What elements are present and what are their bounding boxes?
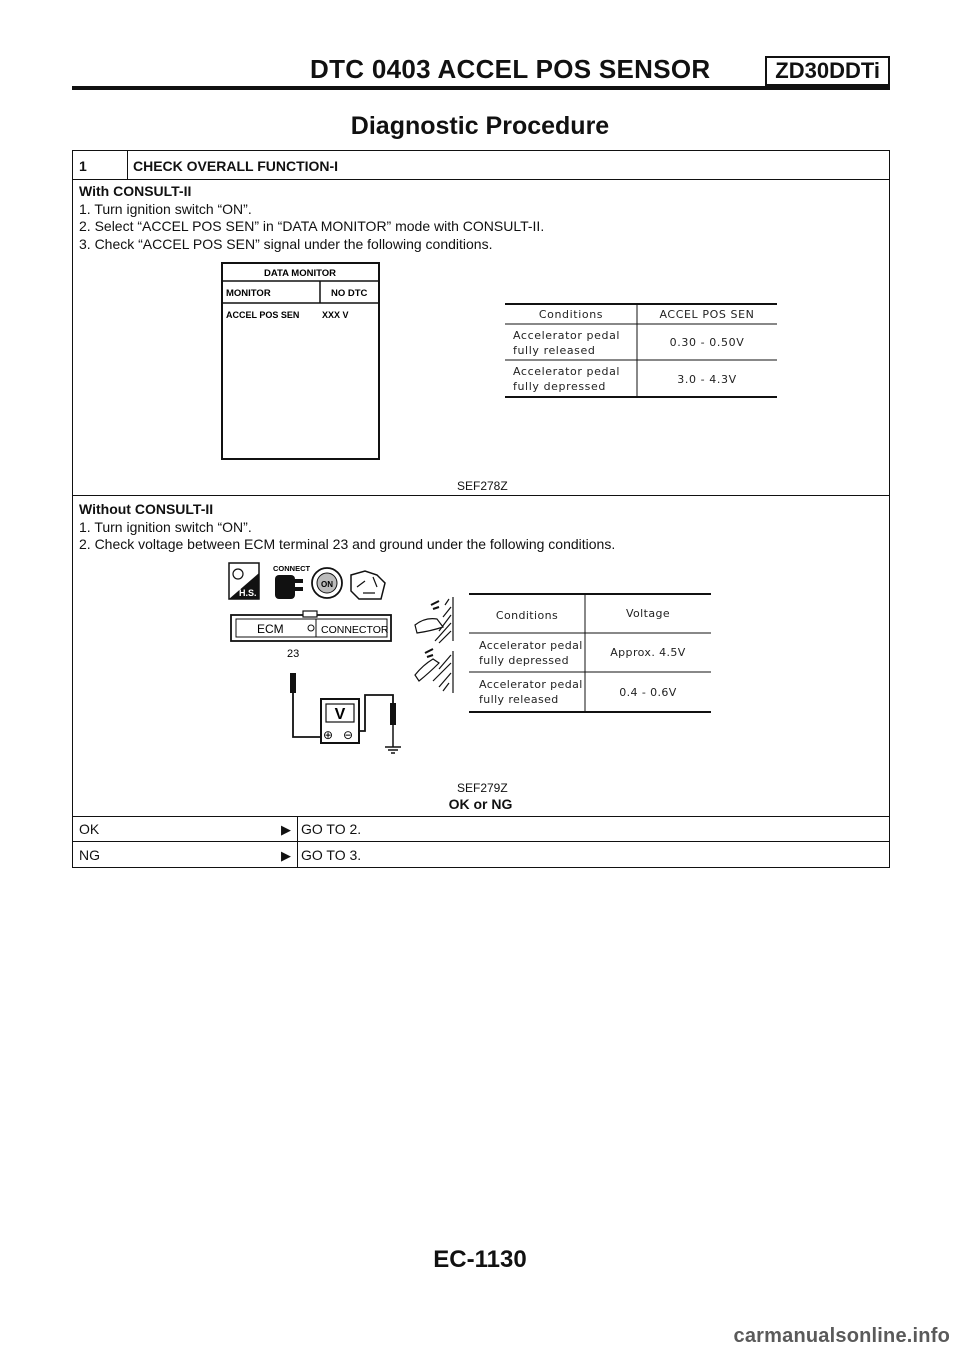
monitor-item: ACCEL POS SEN [226, 310, 300, 320]
with-consult-heading: With CONSULT-II [79, 183, 192, 199]
on-label: ON [321, 580, 333, 589]
figure-reference: SEF278Z [457, 479, 508, 493]
voltage-condition: fully released [479, 693, 559, 706]
step-title: CHECK OVERALL FUNCTION-I [133, 158, 339, 174]
outcome-action[interactable]: GO TO 2. [301, 821, 362, 837]
page-header [72, 52, 890, 90]
step-number: 1 [79, 158, 87, 174]
terminal-number: 23 [287, 648, 300, 660]
negative-probe [390, 703, 396, 725]
outcome-result: NG [79, 847, 100, 863]
engine-icon [351, 571, 385, 599]
connect-label: CONNECT [273, 564, 311, 573]
voltage-header-conditions: Conditions [495, 609, 559, 622]
positive-probe [290, 673, 296, 693]
procedure-table [72, 150, 890, 868]
ground-icon [385, 747, 401, 753]
monitor-col-label: MONITOR [226, 288, 271, 299]
monitor-status: NO DTC [331, 288, 368, 299]
minus-terminal: ⊖ [343, 728, 354, 742]
row-divider [73, 816, 889, 817]
result-label: OK or NG [448, 796, 513, 812]
spec-header-conditions: Conditions [538, 308, 604, 321]
connector-label: CONNECTOR [321, 624, 389, 636]
voltage-condition: fully depressed [479, 654, 569, 667]
hs-label: H.S. [239, 588, 257, 598]
page-number: EC-1130 [433, 1246, 527, 1273]
instruction-line: 2. Select “ACCEL POS SEN” in “DATA MONITOR” mode with CONSULT-II. [79, 218, 545, 234]
voltage-value: Approx. 4.5V [610, 646, 686, 659]
ecm-connector [231, 611, 391, 641]
arrow-right-icon: ▶ [281, 848, 291, 863]
spec-condition: Accelerator pedal [513, 365, 621, 378]
spec-condition: fully released [513, 344, 596, 357]
voltage-condition: Accelerator pedal [479, 678, 583, 691]
row-divider [73, 179, 889, 180]
engine-model-badge: ZD30DDTi [765, 56, 890, 86]
spec-value: 0.30 - 0.50V [669, 336, 745, 349]
row-divider [73, 841, 889, 842]
figure-reference: SEF279Z [457, 781, 508, 795]
voltage-value: 0.4 - 0.6V [619, 686, 677, 699]
ecm-label: ECM [257, 622, 284, 636]
connect-icon [273, 564, 311, 599]
monitor-value: XXX V [322, 310, 349, 320]
spec-condition: Accelerator pedal [513, 329, 621, 342]
voltage-header-value: Voltage [625, 607, 671, 620]
without-consult-heading: Without CONSULT-II [79, 501, 214, 517]
ignition-on-icon [312, 568, 342, 598]
hs-icon [229, 563, 259, 599]
column-divider [127, 151, 128, 179]
instruction-line: 3. Check “ACCEL POS SEN” signal under the following conditions. [79, 235, 493, 252]
spec-value: 3.0 - 4.3V [677, 373, 737, 386]
instruction-line: 1. Turn ignition switch “ON”. [79, 200, 252, 217]
instruction-line: 2. Check voltage between ECM terminal 23 and ground under the following conditions. [79, 536, 616, 552]
plus-terminal: ⊕ [323, 728, 334, 742]
voltmeter-icon [321, 699, 359, 743]
column-divider [297, 816, 298, 868]
outcome-action[interactable]: GO TO 3. [301, 847, 362, 863]
procedure-title: Diagnostic Procedure [350, 112, 610, 140]
row-divider [73, 495, 889, 496]
meter-v-label: V [334, 706, 346, 723]
spec-condition: fully depressed [513, 380, 606, 393]
data-monitor-screen [221, 262, 381, 462]
accelerator-pedal-icon [409, 597, 461, 693]
watermark: carmanualsonline.info [733, 1325, 950, 1347]
arrow-right-icon: ▶ [281, 822, 291, 837]
voltage-condition: Accelerator pedal [479, 639, 583, 652]
voltage-spec-table [469, 593, 713, 715]
spec-header-value: ACCEL POS SEN [659, 308, 755, 321]
section-title: DTC 0403 ACCEL POS SENSOR [310, 54, 711, 84]
instruction-line: 1. Turn ignition switch “ON”. [79, 518, 252, 535]
monitor-title: DATA MONITOR [264, 268, 336, 279]
outcome-result: OK [79, 821, 100, 837]
accel-pos-sen-spec-table [505, 303, 779, 401]
